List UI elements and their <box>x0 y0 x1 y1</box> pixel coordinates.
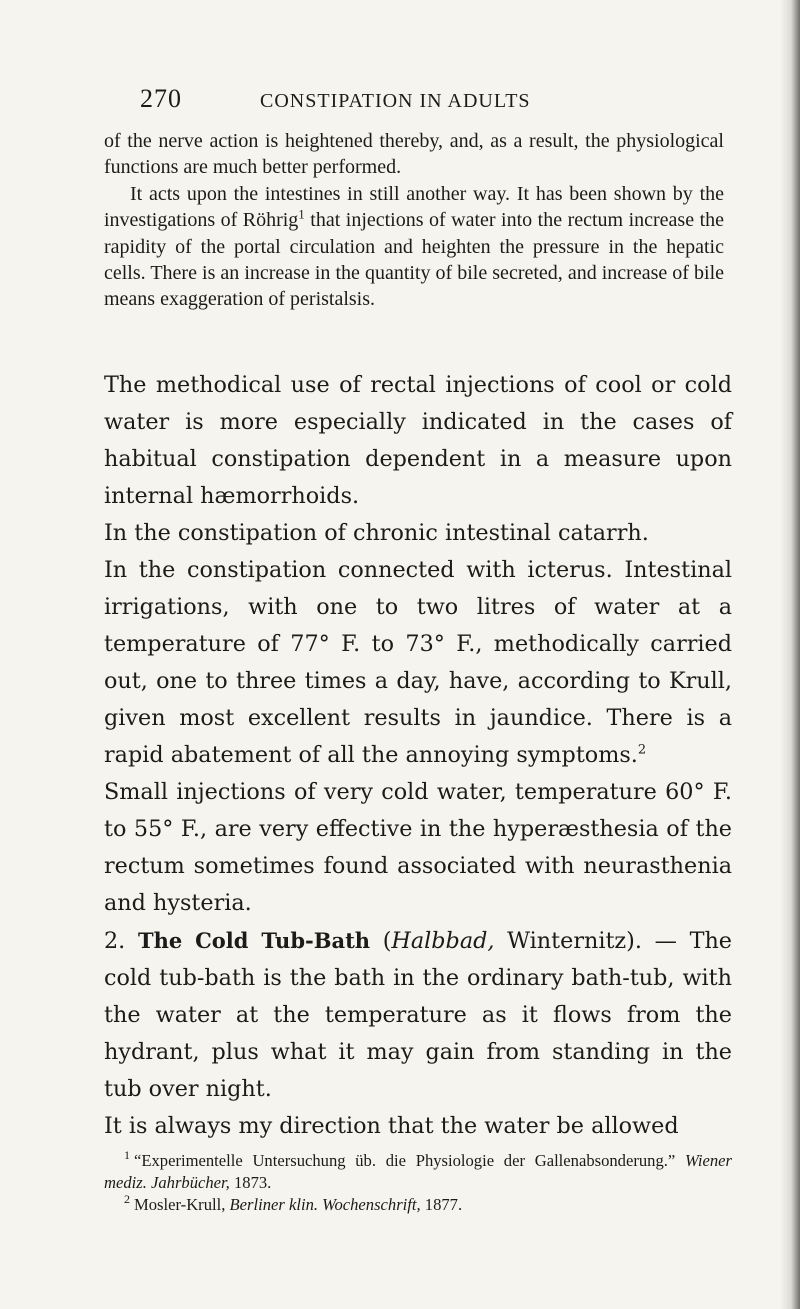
page-number: 270 <box>140 84 182 113</box>
footnote-mark: 2 <box>124 1192 130 1207</box>
german-term: Halbbad, <box>391 928 495 954</box>
paragraph: It acts upon the intestines in still another way. It has been shown by the investigations of Röhrig$^1$ that injections of water into the rectum increase the rapidity of the portal circulation and heighten the pressure in the hepatic cells. There is an increase in the quantity of bile secreted, and increase of bile means exaggeration of peristalsis. <box>104 182 724 311</box>
footnote-reference[interactable]: 2 <box>637 742 647 758</box>
paragraph: of the nerve action is heightened thereby, and, as a result, the physiological functions are much better performed. <box>104 130 724 179</box>
page-edge-shadow <box>780 0 800 1309</box>
paragraph: Small injections of very cold water, temperature 60° F. to 55° F., are very effective in the hyperæsthesia of the rectum sometimes found associated with neurasthenia and hysteria. <box>104 779 732 916</box>
footnote-mark: 1 <box>124 1148 130 1163</box>
journal-title: Wiener mediz. Jahrbücher, <box>104 1151 732 1192</box>
running-title: CONSTIPATION IN ADULTS <box>260 90 531 112</box>
paragraph: In the constipation connected with icterus. Intestinal irrigations, with one to two litres of water at a temperature of 77° F. to 73° F., methodically carried out, one to three times a day, have, according to Krull, given most excellent results in jaundice. There is a rapid abatement of all the annoying symptoms.$^2$ <box>104 557 732 768</box>
main-text <box>104 367 732 1145</box>
section-heading: The Cold Tub-Bath <box>137 928 371 953</box>
paragraph: It is always my direction that the water be allowed <box>104 1113 679 1139</box>
page-header <box>140 84 760 124</box>
section-paragraph: 2. The Cold Tub-Bath (Halbbad, Winternitz). — The cold tub-bath is the bath in the ordinary bath-tub, with the water at the temperature as it flows from the hydrant, plus what it may gain from standing in the tub over night. <box>104 928 732 1102</box>
footnote: $^2$ Mosler-Krull, Berliner klin. Wochenschrift, 1877. <box>124 1192 463 1214</box>
section-number: 2. <box>104 928 126 954</box>
paragraph: In the constipation of chronic intestinal catarrh. <box>104 520 649 546</box>
footnote-reference[interactable]: 1 <box>298 206 305 222</box>
continuation-text <box>104 128 724 313</box>
footnote: $^1$ “Experimentelle Untersuchung üb. die Physiologie der Gallenabsonderung.” Wiener mediz. Jahrbücher, 1873. <box>104 1148 732 1192</box>
paragraph: The methodical use of rectal injections of cool or cold water is more especially indicated in the cases of habitual constipation dependent in a measure upon internal hæmorrhoids. <box>104 372 732 509</box>
footnotes <box>104 1150 732 1216</box>
journal-title: Berliner klin. Wochenschrift, <box>229 1195 421 1214</box>
